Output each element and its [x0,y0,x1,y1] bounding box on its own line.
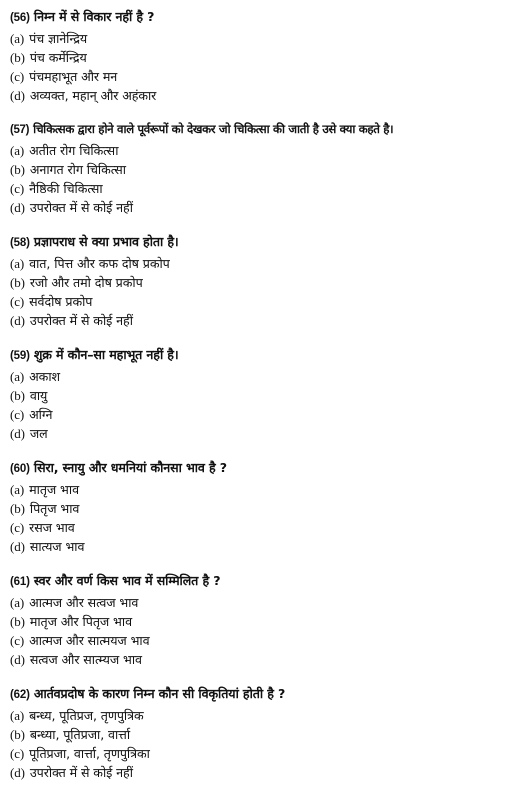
option-text: अतीत रोग चिकित्सा [29,143,119,158]
option-c [10,631,523,650]
option-letter: (d) [10,313,25,328]
option-text: उपरोक्त में से कोई नहीं [29,765,133,780]
option-d [10,763,523,782]
option-letter: (a) [10,369,25,384]
option-letter: (b) [10,501,25,516]
option-text: उपरोक्त में से कोई नहीं [29,200,133,215]
option-letter: (b) [10,614,25,629]
option-c [10,292,523,311]
option-text: रसज भाव [29,520,75,535]
question-text [10,457,523,480]
question-stem: निम्न में से विकार नहीं है ? [33,9,155,24]
option-b [10,386,523,405]
question-number: (61) [10,576,30,588]
option-text: मातृज भाव [29,482,79,497]
option-text: रजो और तमो दोष प्रकोप [29,275,143,290]
option-letter: (a) [10,595,25,610]
option-text: सत्वज और सात्म्यज भाव [29,652,142,667]
option-text: सर्वदोष प्रकोप [29,294,93,309]
option-letter: (b) [10,275,25,290]
option-d [10,198,523,217]
question-text [10,119,523,141]
option-letter: (b) [10,50,25,65]
option-text: पंच कर्मेन्द्रिय [29,50,87,65]
option-text: जल [29,426,48,441]
question-58 [10,231,523,330]
option-a [10,367,523,386]
option-d [10,311,523,330]
question-stem: शुक्र में कौन–सा महाभूत नहीं है। [33,347,179,362]
option-letter: (d) [10,88,25,103]
question-59 [10,344,523,443]
option-text: बन्ध्य, पूतिप्रज, तृणपुत्रिक [29,708,144,723]
option-a [10,706,523,725]
option-letter: (b) [10,727,25,742]
option-c [10,179,523,198]
question-56 [10,6,523,105]
question-stem: प्रज्ञापराध से क्या प्रभाव होता है। [33,234,179,249]
question-stem: स्वर और वर्ण किस भाव में सम्मिलित है ? [33,573,221,588]
option-a [10,480,523,499]
option-d [10,650,523,669]
option-text: आत्मज और सात्मयज भाव [29,633,150,648]
option-letter: (a) [10,708,25,723]
question-stem: सिरा, स्नायु और धमनियां कौनसा भाव है ? [33,460,227,475]
option-c [10,744,523,763]
option-letter: (c) [10,407,25,422]
question-61 [10,570,523,669]
option-letter: (a) [10,256,25,271]
question-number: (59) [10,350,30,362]
option-b [10,160,523,179]
question-text [10,344,523,367]
option-text: नैष्ठिकी चिकित्सा [29,181,103,196]
option-d [10,424,523,443]
question-text [10,683,523,706]
option-text: वात, पित्त और कफ दोष प्रकोप [29,256,170,271]
option-text: आत्मज और सत्वज भाव [29,595,139,610]
question-stem: चिकित्सक द्वारा होने वाले पूर्वरूपों को देखकर जो चिकित्सा की जाती है उसे क्या कहते है। [33,122,394,136]
option-text: पंच ज्ञानेन्द्रिय [29,31,88,46]
option-a [10,254,523,273]
option-text: मातृज और पितृज भाव [29,614,132,629]
option-c [10,405,523,424]
option-c [10,518,523,537]
question-number: (60) [10,463,30,475]
option-letter: (c) [10,746,25,761]
option-letter: (d) [10,426,25,441]
option-letter: (d) [10,539,25,554]
question-number: (62) [10,689,30,701]
option-a [10,141,523,160]
option-letter: (c) [10,294,25,309]
option-letter: (b) [10,162,25,177]
option-letter: (d) [10,765,25,780]
option-text: अग्नि [29,407,53,422]
option-letter: (a) [10,31,25,46]
option-text: बन्ध्या, पूतिप्रजा, वार्त्ता [29,727,131,742]
option-a [10,29,523,48]
question-text [10,570,523,593]
option-b [10,273,523,292]
option-text: अकाश [29,369,60,384]
option-letter: (a) [10,143,25,158]
option-letter: (c) [10,520,25,535]
option-text: उपरोक्त में से कोई नहीं [29,313,133,328]
option-d [10,537,523,556]
question-60 [10,457,523,556]
option-letter: (c) [10,69,25,84]
option-text: अव्यक्त, महान् और अहंकार [29,88,157,103]
option-text: पंचमहाभूत और मन [29,69,118,84]
option-letter: (d) [10,200,25,215]
question-text [10,6,523,29]
question-62 [10,683,523,782]
question-text [10,231,523,254]
question-stem: आर्तवप्रदोष के कारण निम्न कौन सी विकृतियां होती है ? [33,686,286,701]
option-b [10,48,523,67]
option-a [10,593,523,612]
option-letter: (c) [10,181,25,196]
option-text: पितृज भाव [29,501,80,516]
option-c [10,67,523,86]
option-letter: (a) [10,482,25,497]
option-letter: (c) [10,633,25,648]
question-number: (58) [10,237,30,249]
question-57 [10,119,523,217]
option-text: वायु [29,388,48,403]
option-b [10,499,523,518]
option-text: पूतिप्रजा, वार्त्ता, तृणपुत्रिका [29,746,150,761]
question-number: (56) [10,12,30,24]
option-b [10,725,523,744]
option-b [10,612,523,631]
option-letter: (b) [10,388,25,403]
option-letter: (d) [10,652,25,667]
option-d [10,86,523,105]
question-number: (57) [10,124,30,136]
option-text: सात्यज भाव [29,539,85,554]
option-text: अनागत रोग चिकित्सा [29,162,126,177]
